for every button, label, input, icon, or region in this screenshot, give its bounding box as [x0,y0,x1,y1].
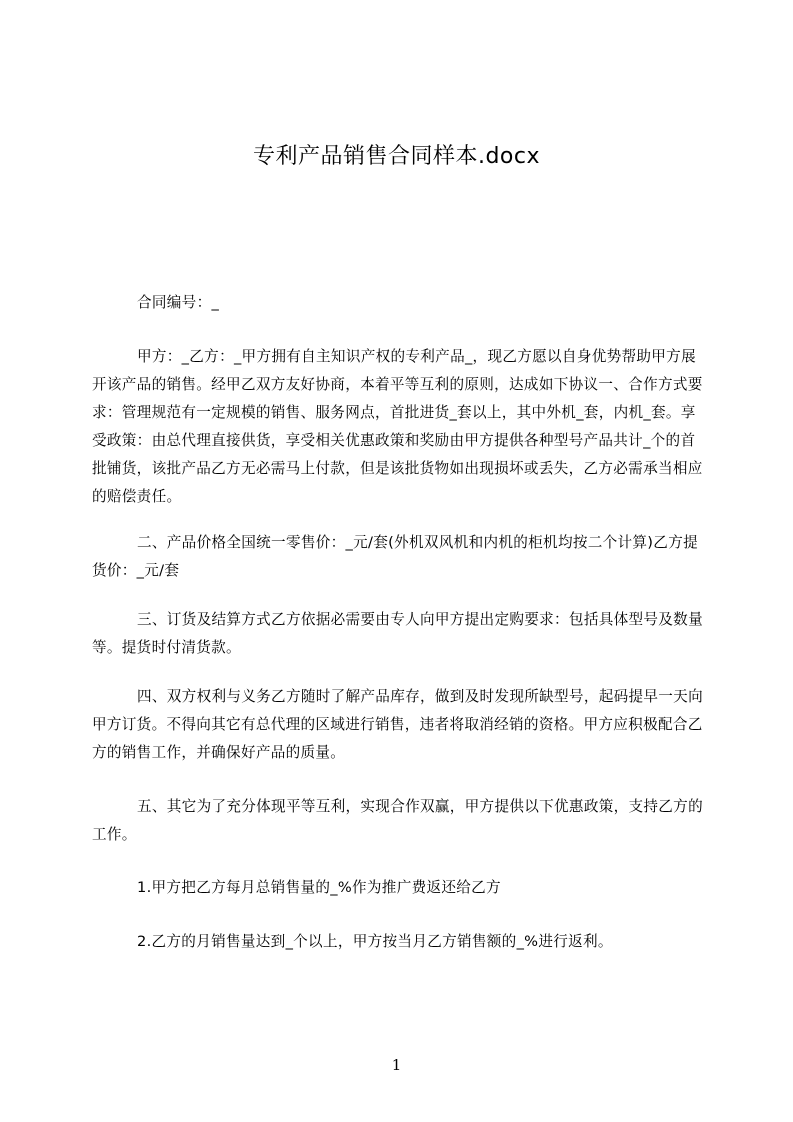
paragraph-parties: 甲方：_乙方：_甲方拥有自主知识产权的专利产品_，现乙方愿以自身优势帮助甲方展开该产品的销售。经甲乙双方友好协商，本着平等互利的原则，达成如下协议一、合作方式要求：管理规范有一定规模的销售、服务网点，首批进货_套以上，其中外机_套，内机_套。享受政策：由总代理直接供货，享受相关优惠政策和奖励由甲方提供各种型号产品共计_个的首批铺货，该批产品乙方无必需马上付款，但是该批货物如出现损坏或丢失，乙方必需承当相应的赔偿责任。 [92,348,703,505]
paragraph-ordering: 三、订货及结算方式乙方依据必需要由专人向甲方提出定购要求：包括具体型号及数量等。提货时付清货款。 [92,611,703,656]
page-number: 1 [391,1056,402,1074]
paragraph-price: 二、产品价格全国统一零售价：_元/套(外机双风机和内机的柜机均按二个计算)乙方提货价：_元/套 [92,534,698,579]
document-title: 专利产品销售合同样本.docx [252,144,541,169]
list-item: 2.乙方的月销售量达到_个以上，甲方按当月乙方销售额的_%进行返利。 [137,933,613,950]
paragraph-rights: 四、双方权利与义务乙方随时了解产品库存，做到及时发现所缺型号，起码提早一天向甲方订货。不得向其它有总代理的区域进行销售，违者将取消经销的资格。甲方应积极配合乙方的销售工作，并确保好产品的质量。 [92,688,703,761]
paragraph-other: 五、其它为了充分体现平等互利，实现合作双赢，甲方提供以下优惠政策，支持乙方的工作。 [92,798,703,843]
contract-number: 合同编号：_ [137,294,220,311]
list-item: 1.甲方把乙方每月总销售量的_%作为推广费返还给乙方 [137,879,501,896]
